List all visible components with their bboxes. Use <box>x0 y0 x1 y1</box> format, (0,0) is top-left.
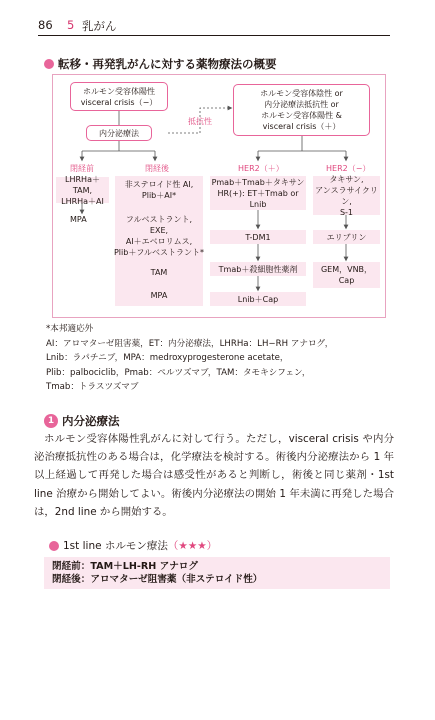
note-line: Tmab：トラスツズマブ <box>46 382 139 392</box>
her2-positive-label: HER2（＋） <box>238 164 284 173</box>
chemo-box-line: visceral crisis（＋） <box>262 122 341 131</box>
postmeno-tam: TAM <box>150 268 168 277</box>
postmeno-step-line: フルベストラント, <box>125 215 193 224</box>
her2neg-step-label: エリブリン <box>326 232 367 242</box>
note-line: AI：アロマターゼ阻害薬，ET：内分泌療法，LHRHa：LH−RH アナログ， <box>46 338 334 349</box>
premeno-line: LHRHa＋AI <box>61 196 104 206</box>
hr-box-line: ホルモン受容体陽性 <box>83 86 155 96</box>
her2pos-step-label: Lnib＋Cap <box>237 294 279 304</box>
postmeno-step-line: Plib＋フルベストラント* <box>113 248 205 257</box>
her2pos-step-lnib-cap <box>210 292 306 306</box>
postmeno-line: 非ステロイド性 AI, <box>124 180 194 189</box>
premeno-mpa: MPA <box>70 215 87 224</box>
note-line: *本邦適応外 <box>46 324 94 334</box>
chemo-box-line: ホルモン受容体陰性 or <box>260 89 343 98</box>
chapter-title: 乳がん <box>82 19 117 33</box>
page-number: 86 <box>38 18 53 32</box>
her2neg-step-label: GEM，VNB， <box>320 265 373 274</box>
chemo-box-line: ホルモン受容体陽性 & <box>261 111 342 120</box>
note-line: Lnib：ラパチニブ，MPA：medroxyprogesterone acetate， <box>46 353 289 363</box>
postmeno-step-line: AI＋エベロリムス, <box>125 237 193 246</box>
her2neg-first-line-box <box>313 176 380 215</box>
chemo-indication-box <box>233 84 370 136</box>
postmenopausal-label: 閉経後 <box>145 164 169 173</box>
first-line-hormone-heading <box>49 538 217 553</box>
bullet-icon <box>49 541 59 551</box>
first-line-summary-box <box>44 557 390 589</box>
her2neg-line: アンスラサイクリン, <box>315 185 378 206</box>
section1-title: 内分泌療法 <box>62 414 120 428</box>
subhead-text: 1st line ホルモン療法 <box>63 540 168 552</box>
her2neg-line: タキサン, <box>329 174 364 184</box>
postmeno-step-line: EXE, <box>149 226 169 235</box>
postmeno-second-line <box>112 214 206 258</box>
section1-heading <box>44 413 120 429</box>
section1-body: ホルモン受容体陽性乳がんに対して行う。ただし，visceral crisis や内分泌治療抵抗性のある場合は，化学療法を検討する。術後内分泌療法から 1 年以上経過して再発した場合は感受性があると判断し，術後と同じ薬剤・1st line 治療から開始してよい。術後内分泌療法の開始 1 年未満に再発した場合は，2nd line から開始する。 <box>34 433 394 518</box>
her2neg-step-gem-vnb <box>313 262 380 288</box>
chemo-box-line: 内分泌療法抵抗性 or <box>264 100 339 109</box>
recommendation-stars: （★★★） <box>167 540 218 552</box>
hr-box-line: visceral crisis（−） <box>80 97 158 107</box>
summary-line: 閉経前：TAM＋LH-RH アナログ <box>52 561 198 572</box>
section-number-badge: 1 <box>44 414 58 428</box>
her2pos-step-tdm1 <box>210 230 306 244</box>
postmeno-line: Plib＋AI* <box>141 191 177 200</box>
postmeno-mpa: MPA <box>150 291 168 300</box>
endocrine-label: 内分泌療法 <box>99 128 139 138</box>
her2pos-step-label: Tmab＋殺細胞性薬剤 <box>218 264 298 274</box>
her2pos-step-label: T-DM1 <box>245 232 271 242</box>
premeno-first-line-box <box>56 174 109 206</box>
chapter-number: 5 <box>67 18 75 32</box>
note-line: Plib：palbociclib，Pmab：ペルツズマブ，TAM：タモキシフェン， <box>46 367 311 378</box>
her2pos-line: HR(+): ET＋Tmab or Lnib <box>217 188 299 209</box>
her2neg-line: S-1 <box>339 207 354 217</box>
her2-negative-label: HER2（−） <box>326 164 371 173</box>
premenopausal-label: 閉経前 <box>70 164 94 173</box>
figure-notes <box>46 322 392 395</box>
hr-positive-box <box>70 82 168 111</box>
her2neg-step-eribulin <box>313 230 380 244</box>
endocrine-therapy-box <box>86 125 152 141</box>
her2pos-line: Pmab＋Tmab＋タキサン <box>211 177 305 187</box>
summary-line: 閉経後：アロマターゼ阻害薬（非ステロイド性） <box>52 574 263 585</box>
her2pos-step-tmab-chemo <box>210 262 306 276</box>
her2neg-step-label: Cap <box>338 276 355 285</box>
resistance-label: 抵抗性 <box>188 117 212 126</box>
premeno-line: LHRHa＋TAM, <box>65 174 100 195</box>
postmeno-first-line <box>115 179 203 201</box>
section-title-text: 転移・再発乳がんに対する薬物療法の概要 <box>58 57 277 71</box>
her2pos-first-line-box <box>210 176 306 210</box>
